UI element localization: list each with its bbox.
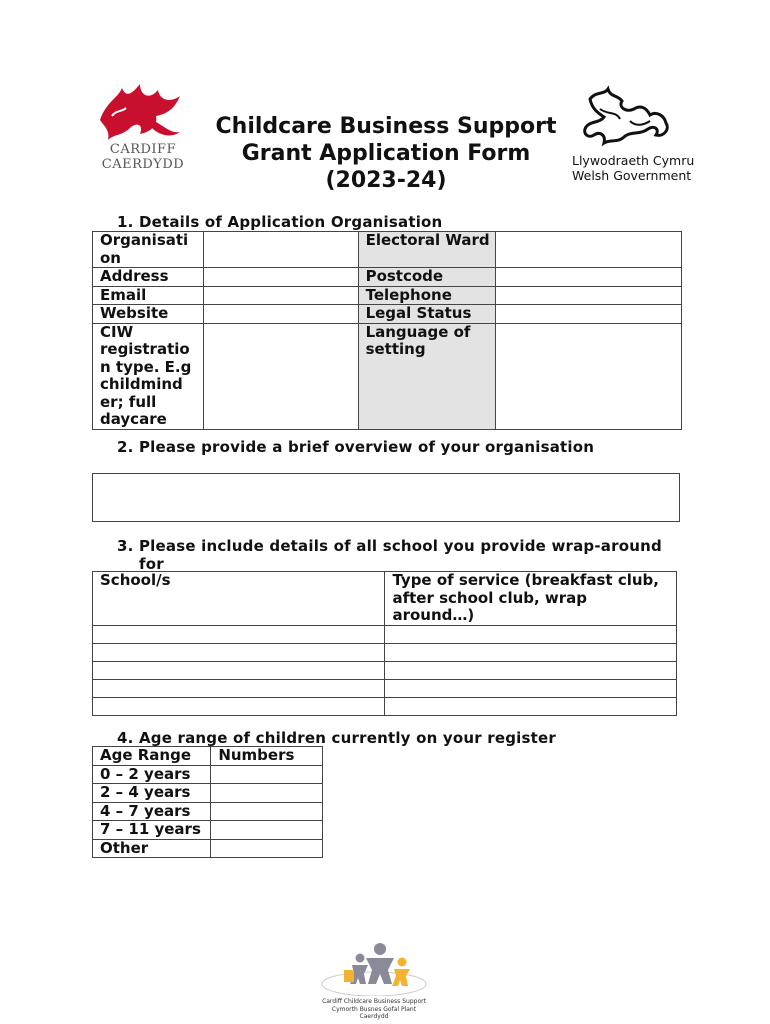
telephone-label: Telephone: [358, 286, 496, 305]
dragon-outline-icon: [560, 85, 690, 149]
section-4-heading: 4. Age range of children currently on your register: [117, 729, 556, 747]
table-row: [93, 268, 682, 287]
schools-table: [92, 571, 677, 716]
ciw-registration-field[interactable]: [203, 323, 358, 429]
table-row: [93, 286, 682, 305]
website-label: Website: [93, 305, 204, 324]
service-cell[interactable]: [385, 679, 677, 697]
table-row: [93, 784, 323, 803]
postcode-field[interactable]: [496, 268, 682, 287]
school-cell[interactable]: [93, 661, 385, 679]
table-row: [93, 661, 677, 679]
title-line-1: Childcare Business Support: [215, 114, 557, 139]
legal-status-field[interactable]: [496, 305, 682, 324]
numbers-field[interactable]: [211, 802, 323, 821]
age-range-label: Other: [93, 839, 211, 858]
numbers-field[interactable]: [211, 821, 323, 840]
section-3-heading-line-2: for: [139, 554, 164, 573]
table-row: [93, 697, 677, 715]
table-row: [93, 765, 323, 784]
organisation-label: Organisati on: [93, 232, 204, 268]
table-row: [93, 305, 682, 324]
children-figures-icon: [318, 940, 430, 996]
table-header-row: [93, 572, 677, 626]
section-1-heading: 1. Details of Application Organisation: [117, 213, 443, 231]
postcode-label: Postcode: [358, 268, 496, 287]
cardiff-logo-text: CARDIFF: [109, 142, 177, 157]
section-3-heading: [117, 538, 662, 573]
numbers-field[interactable]: [211, 784, 323, 803]
language-of-setting-field[interactable]: [496, 323, 682, 429]
legal-status-label: Legal Status: [358, 305, 496, 324]
age-range-label: 2 – 4 years: [93, 784, 211, 803]
language-of-setting-label: Language of setting: [358, 323, 496, 429]
numbers-field[interactable]: [211, 765, 323, 784]
table-row: [93, 232, 682, 268]
school-cell[interactable]: [93, 625, 385, 643]
footer-logo-english-text: Cardiff Childcare Business Support: [322, 998, 426, 1005]
section-3-heading-line-1: 3. Please include details of all school you provide wrap-around: [117, 537, 662, 555]
school-cell[interactable]: [93, 697, 385, 715]
table-row: [93, 323, 682, 429]
age-range-table: [92, 746, 323, 858]
email-field[interactable]: [203, 286, 358, 305]
table-row: [93, 679, 677, 697]
electoral-ward-label: Electoral Ward: [358, 232, 496, 268]
table-row: [93, 643, 677, 661]
title-line-2: Grant Application Form: [241, 141, 531, 166]
childcare-business-support-logo: [318, 940, 430, 1020]
form-title: [200, 113, 572, 194]
table-row: [93, 821, 323, 840]
type-of-service-column-header: Type of service (breakfast club, after school club, wrap around…): [385, 572, 677, 626]
red-dragon-icon: [92, 80, 186, 146]
school-cell[interactable]: [93, 679, 385, 697]
school-cell[interactable]: [93, 643, 385, 661]
table-row: [93, 802, 323, 821]
service-cell[interactable]: [385, 625, 677, 643]
address-field[interactable]: [203, 268, 358, 287]
schools-column-header: School/s: [93, 572, 385, 626]
age-range-label: 4 – 7 years: [93, 802, 211, 821]
service-cell[interactable]: [385, 643, 677, 661]
email-label: Email: [93, 286, 204, 305]
website-field[interactable]: [203, 305, 358, 324]
title-line-3: (2023-24): [325, 168, 447, 193]
service-cell[interactable]: [385, 697, 677, 715]
organisation-details-table: [92, 231, 682, 430]
table-row: [93, 625, 677, 643]
section-2-heading: 2. Please provide a brief overview of your organisation: [117, 438, 595, 456]
numbers-field[interactable]: [211, 839, 323, 858]
footer-logo-welsh-text: Cymorth Busnes Gofal Plant Caerdydd: [331, 1006, 417, 1020]
organisation-overview-field[interactable]: [92, 473, 680, 522]
welsh-government-logo: [560, 85, 700, 185]
electoral-ward-field[interactable]: [496, 232, 682, 268]
address-label: Address: [93, 268, 204, 287]
numbers-column-header: Numbers: [211, 747, 323, 766]
organisation-field[interactable]: [203, 232, 358, 268]
caerdydd-logo-text: CAERDYDD: [101, 157, 185, 172]
age-range-label: 7 – 11 years: [93, 821, 211, 840]
table-header-row: [93, 747, 323, 766]
service-cell[interactable]: [385, 661, 677, 679]
age-range-label: 0 – 2 years: [93, 765, 211, 784]
table-row: [93, 839, 323, 858]
age-range-column-header: Age Range: [93, 747, 211, 766]
cardiff-council-logo: [92, 80, 186, 180]
wg-logo-english-text: Welsh Government: [572, 168, 692, 183]
ciw-registration-label: CIW registratio n type. E.g childmind er; full daycare: [93, 323, 204, 429]
telephone-field[interactable]: [496, 286, 682, 305]
wg-logo-welsh-text: Llywodraeth Cymru: [572, 153, 695, 168]
